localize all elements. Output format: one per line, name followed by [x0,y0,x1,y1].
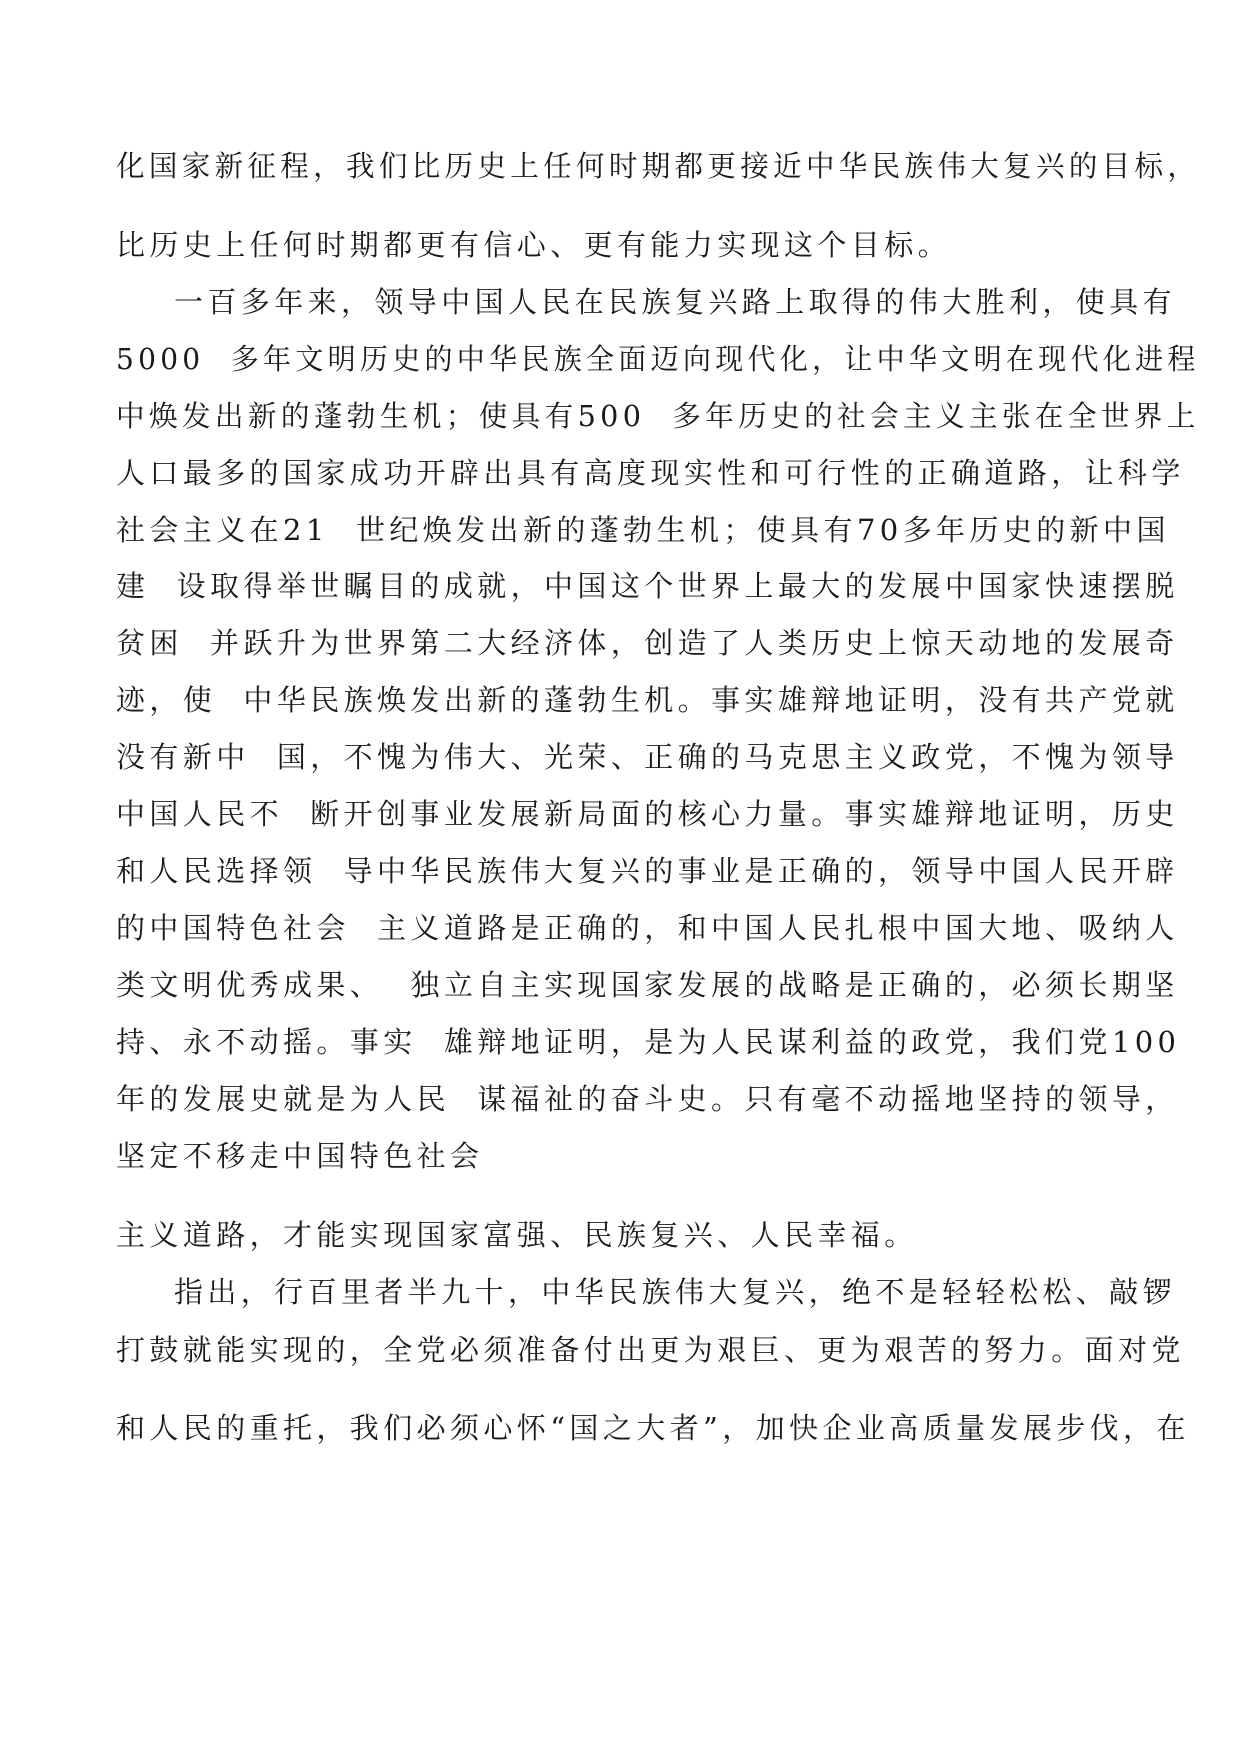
paragraph-first-line: 指出，行百里者半九十，中华民族伟大复兴，绝不是轻轻松松、敲锣 [174,1275,1177,1309]
paragraph-first-line: 一百多年来，领导中国人民在民族复兴路上取得的伟大胜利，使具有 [174,285,1177,319]
text-line: 类文明优秀成果、 独立自主实现国家发展的战略是正确的，必须长期坚 [116,968,1179,1002]
text-line: 中焕发出新的蓬勃生机；使具有500 多年历史的社会主义主张在全世界上 [116,399,1200,433]
text-line: 社会主义在21 世纪焕发出新的蓬勃生机；使具有70多年历史的新中国 [116,513,1170,547]
text-line: 坚定不移走中国特色社会 [116,1139,484,1173]
text-line: 贫困 并跃升为世界第二大经济体，创造了人类历史上惊天动地的发展奇 [116,626,1179,660]
text-line: 的中国特色社会 主义道路是正确的，和中国人民扎根中国大地、吸纳人 [116,911,1179,945]
text-line: 年的发展史就是为人民 谋福祉的奋斗史。只有毫不动摇地坚持的领导， [116,1082,1179,1116]
text-line: 和人民选择领 导中华民族伟大复兴的事业是正确的，领导中国人民开辟 [116,854,1179,888]
text-line: 人口最多的国家成功开辟出具有高度现实性和可行性的正确道路，让科学 [116,456,1185,490]
text-line: 5000 多年文明历史的中华民族全面迈向现代化，让中华文明在现代化进程 [116,342,1200,376]
text-line: 主义道路，才能实现国家富强、民族复兴、人民幸福。 [116,1218,918,1252]
text-line: 化国家新征程，我们比历史上任何时期都更接近中华民族伟大复兴的目标， [116,149,1201,183]
text-line: 迹，使 中华民族焕发出新的蓬勃生机。事实雄辩地证明，没有共产党就 [116,683,1179,717]
text-line: 和人民的重托，我们必须心怀“国之大者”，加快企业高质量发展步伐，在 [116,1411,1190,1445]
text-line: 中国人民不 断开创事业发展新局面的核心力量。事实雄辩地证明，历史 [116,797,1179,831]
text-line: 打鼓就能实现的，全党必须准备付出更为艰巨、更为艰苦的努力。面对党 [116,1333,1185,1367]
text-line: 持、永不动摇。事实 雄辩地证明，是为人民谋利益的政党，我们党100 [116,1025,1181,1059]
text-line: 建 设取得举世瞩目的成就，中国这个世界上最大的发展中国家快速摆脱 [116,569,1179,603]
text-line: 没有新中 国，不愧为伟大、光荣、正确的马克思主义政党，不愧为领导 [116,740,1179,774]
text-line: 比历史上任何时期都更有信心、更有能力实现这个目标。 [116,228,952,262]
